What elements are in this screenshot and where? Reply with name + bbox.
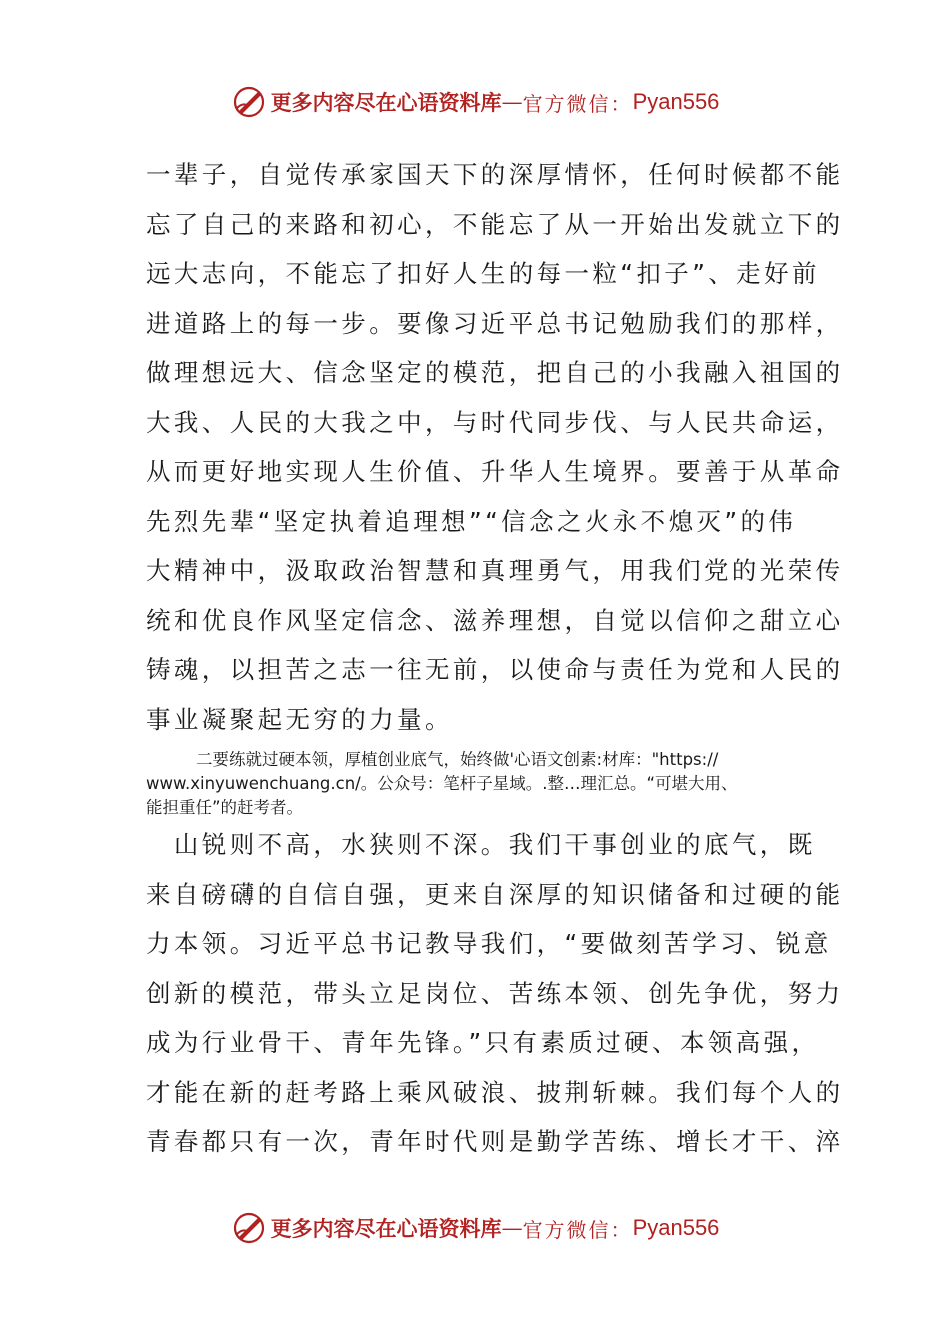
text-line: 山锐则不高，水狭则不深。我们干事创业的底气，既 — [146, 830, 816, 859]
banner-wechat-id: Pyan556 — [632, 89, 720, 114]
text-line: 大精神中，汲取政治智慧和真理勇气，用我们党的光荣传 — [146, 556, 844, 585]
text-line: 铸魂，以担苦之志一往无前，以使命与责任为党和人民的 — [146, 655, 844, 684]
text-line: 成为行业骨干、青年先锋。”只有素质过硬、本领高强， — [146, 1028, 820, 1057]
header-banner — [0, 82, 950, 122]
heading-line: 二要练就过硬本领，厚植创业底气，始终做'心语文创素:材库："https:// — [196, 750, 719, 769]
text-line: 事业凝聚起无穷的力量。 — [146, 704, 453, 734]
section-heading — [146, 748, 826, 820]
heading-line: www.xinyuwenchuang.cn/。公众号：笔杆子星域。.整…理汇总。“可堪大用、 — [146, 774, 738, 793]
pen-logo-icon — [231, 84, 267, 120]
banner-title: 更多内容尽在心语资料库 — [270, 90, 502, 115]
text-line: 统和优良作风坚定信念、滋养理想，自觉以信仰之甜立心 — [146, 605, 844, 635]
footer-banner — [0, 1208, 950, 1248]
banner-title: 更多内容尽在心语资料库 — [270, 1216, 502, 1241]
text-line: 创新的模范，带头立足岗位、苦练本领、创先争优，努力 — [146, 978, 844, 1008]
heading-line: 能担重任”的赶考者。 — [146, 798, 304, 817]
banner-wechat-label: 官方微信： — [522, 1217, 633, 1242]
banner-separator: — — [501, 1216, 523, 1240]
pen-logo-icon — [231, 1210, 267, 1246]
text-line: 远大志向，不能忘了扣好人生的每一粒“扣子”、走好前 — [146, 259, 820, 288]
banner-wechat-id: Pyan556 — [632, 1215, 720, 1240]
text-line: 做理想远大、信念坚定的模范，把自己的小我融入祖国的 — [146, 358, 844, 387]
text-line: 来自磅礴的自信自强，更来自深厚的知识储备和过硬的能 — [146, 879, 844, 909]
text-line: 青春都只有一次，青年时代则是勤学苦练、增长才干、淬 — [146, 1127, 844, 1156]
text-line: 才能在新的赶考路上乘风破浪、披荆斩棘。我们每个人的 — [146, 1077, 844, 1107]
paragraph-2 — [146, 820, 844, 1167]
banner-separator: — — [501, 90, 523, 114]
banner-wechat-label: 官方微信： — [522, 91, 633, 116]
text-line: 忘了自己的来路和初心，不能忘了从一开始出发就立下的 — [146, 209, 844, 239]
text-line: 先烈先辈“坚定执着追理想”“信念之火永不熄灭”的伟 — [146, 506, 797, 536]
text-line: 进道路上的每一步。要像习近平总书记勉励我们的那样， — [146, 308, 844, 338]
text-line: 大我、人民的大我之中，与时代同步伐、与人民共命运， — [146, 407, 844, 437]
text-line: 一辈子，自觉传承家国天下的深厚情怀，任何时候都不能 — [146, 160, 844, 189]
text-line: 力本领。习近平总书记教导我们，“要做刻苦学习、锐意 — [146, 929, 832, 958]
text-line: 从而更好地实现人生价值、升华人生境界。要善于从革命 — [146, 457, 844, 486]
paragraph-1 — [146, 150, 844, 744]
